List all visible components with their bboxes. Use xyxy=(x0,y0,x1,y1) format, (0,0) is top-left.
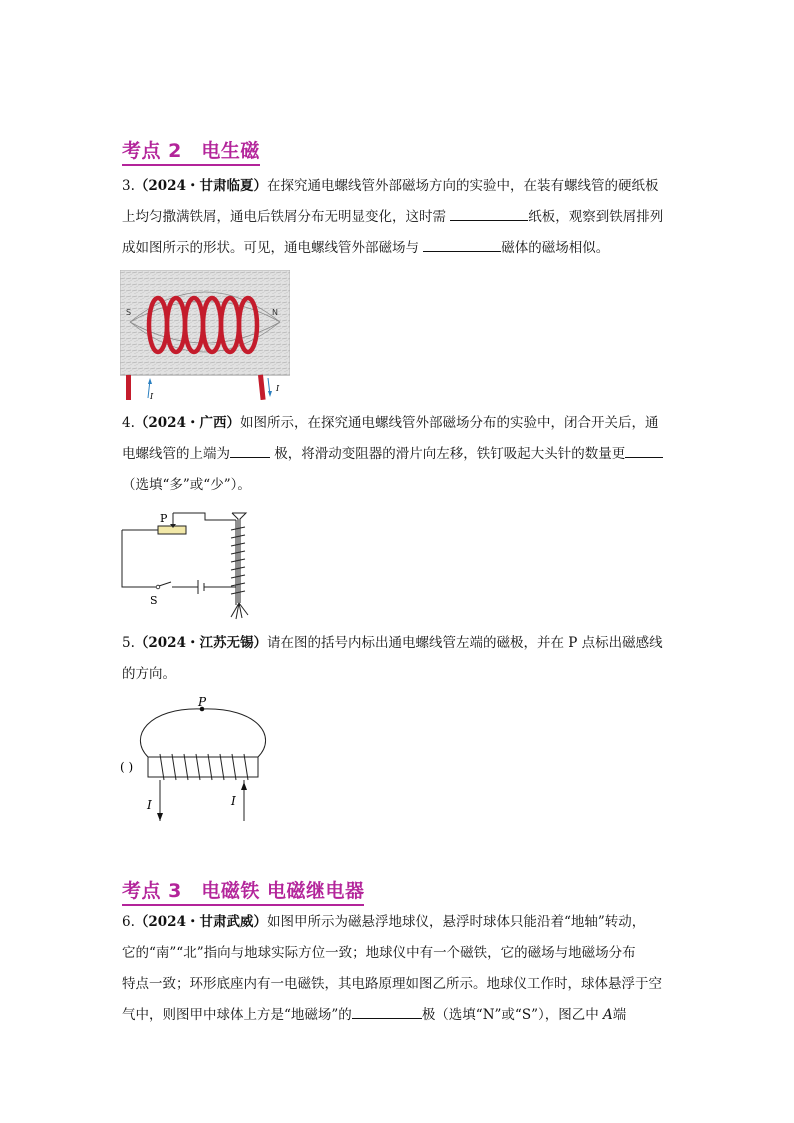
question-4: 4.（2024・广西）如图所示，在探究通电螺线管外部磁场分布的实验中，闭合开关后，通 电螺线管的上端为 极，将滑动变阻器的滑片向左移，铁钉吸起大头针的数量更 （选填“多”或“少”）。 xyxy=(122,408,676,501)
electromagnet-circuit-diagram xyxy=(118,505,268,623)
answer-blank[interactable] xyxy=(423,237,501,252)
question-6: 6.（2024・甘肃武威）如图甲所示为磁悬浮地球仪，悬浮时球体只能沿着“地轴”转动， 它的“南”“北”指向与地球实际方位一致；地球仪中有一个磁铁，它的磁场与地磁场分布 特点一致；环形底座内有一电磁铁，其电路原理如图乙所示。地球仪工作时，球体悬浮于空 气中，则图甲中球体上方是“地磁场”的 极（选填“N”或“S”），图乙中 A端 xyxy=(122,914,662,1023)
section-title-3: 考点 3 电磁铁 电磁继电器 xyxy=(122,876,364,903)
switch-label-s: S xyxy=(150,594,158,607)
pole-label-s: S xyxy=(126,308,132,317)
solenoid-photo xyxy=(120,270,290,400)
current-label: I xyxy=(276,384,280,393)
current-label: I xyxy=(150,392,154,400)
solenoid-field-diagram xyxy=(118,697,298,829)
pole-label-n: N xyxy=(272,308,278,317)
answer-blank[interactable] xyxy=(352,1004,422,1019)
question-5: 5.（2024・江苏无锡）请在图的括号内标出通电螺线管左端的磁极，并在 P 点标出磁感线 的方向。 xyxy=(122,635,663,682)
point-label-p: P xyxy=(198,697,207,709)
answer-blank[interactable] xyxy=(230,443,270,458)
question-3: 3.（2024・甘肃临夏）在探究通电螺线管外部磁场方向的实验中，在装有螺线管的硬纸板 上均匀撒满铁屑，通电后铁屑分布无明显变化，这时需 纸板，观察到铁屑排列 成如图所示的形状。可见，通电螺线管外部磁场与 磁体的磁场相似。 xyxy=(122,178,664,256)
pole-bracket: ( ) xyxy=(120,760,134,774)
answer-blank[interactable] xyxy=(450,206,528,221)
current-label-left: I xyxy=(147,798,152,812)
answer-blank[interactable] xyxy=(625,443,663,458)
current-label-right: I xyxy=(231,794,236,808)
section-title-2: 考点 2 电生磁 xyxy=(122,136,260,163)
slider-label-p: P xyxy=(160,512,168,525)
